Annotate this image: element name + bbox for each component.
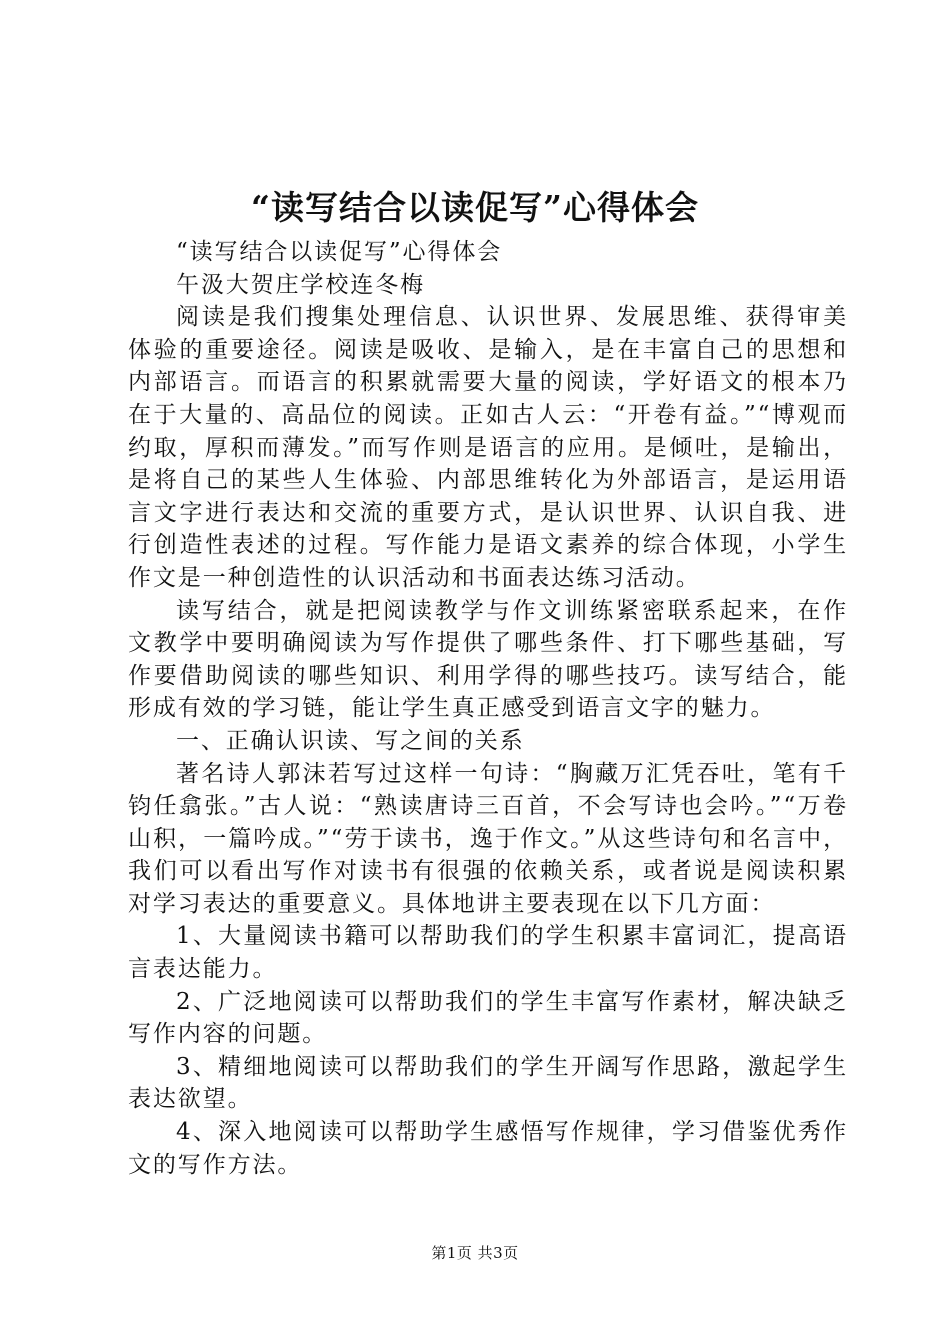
- list-item: 3、精细地阅读可以帮助我们的学生开阔写作思路，激起学生表达欲望。: [128, 1053, 848, 1113]
- subtitle-line: “读写结合以读促写”心得体会: [176, 239, 503, 265]
- section-heading: 一、正确认识读、写之间的关系: [176, 727, 525, 754]
- page-footer: 第1页 共3页: [431, 1244, 519, 1262]
- list-item: 4、深入地阅读可以帮助学生感悟写作规律，学习借鉴优秀作文的写作方法。: [128, 1119, 848, 1178]
- author-line: 午汲大贺庄学校连冬梅: [176, 271, 425, 298]
- list-item: 1、大量阅读书籍可以帮助我们的学生积累丰富词汇，提高语言表达能力。: [128, 923, 848, 983]
- document-title: “读写结合以读促写”心得体会: [251, 188, 699, 227]
- paragraph: 阅读是我们搜集处理信息、认识世界、发展思维、获得审美体验的重要途径。阅读是吸收、是输入，是在丰富自己的思想和内部语言。而语言的积累就需要大量的阅读，学好语文的根本乃在于大量的、高品位的阅读。正如古人云：“开卷有益。”“博观而约取，厚积而薄发。”而写作则是语言的应用。是倾吐，是输出，是将自己的某些人生体验、内部思维转化为外部语言，是运用语言文字进行表达和交流的重要方式，是认识世界、认识自我、进行创造性表述的过程。写作能力是语文素养的综合体现，小学生作文是一种创造性的认识活动和书面表达练习活动。: [128, 304, 848, 591]
- paragraph: 著名诗人郭沫若写过这样一句诗：“胸藏万汇凭吞吐，笔有千钧任翕张。”古人说：“熟读唐诗三百首，不会写诗也会吟。”“万卷山积，一篇吟成。”“劳于读书，逸于作文。”从这些诗句和名言中，我们可以看出写作对读书有很强的依赖关系，或者说是阅读积累对学习表达的重要意义。具体地讲主要表现在以下几方面：: [128, 760, 848, 917]
- paragraph: 读写结合，就是把阅读教学与作文训练紧密联系起来，在作文教学中要明确阅读为写作提供了哪些条件、打下哪些基础，写作要借助阅读的哪些知识、利用学得的哪些技巧。读写结合，能形成有效的学习链，能让学生真正感受到语言文字的魅力。: [128, 597, 848, 722]
- document-body: [128, 236, 848, 1181]
- list-item: 2、广泛地阅读可以帮助我们的学生丰富写作素材，解决缺乏写作内容的问题。: [128, 988, 848, 1048]
